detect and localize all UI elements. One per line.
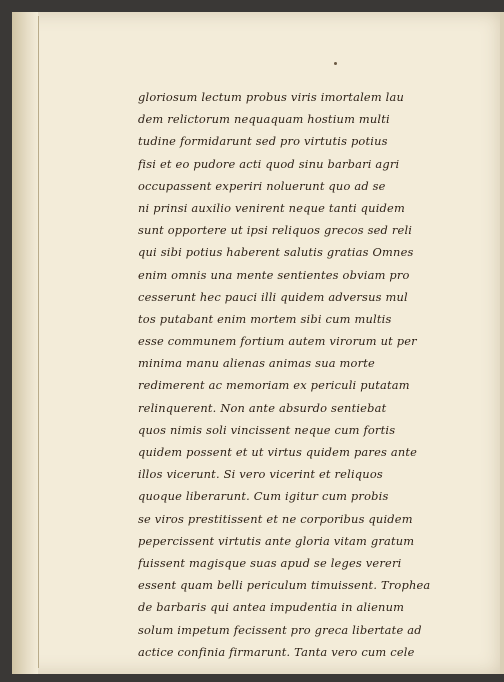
text-line: minima manu alienas animas sua morte	[138, 356, 375, 371]
text-line: quoque liberarunt. Cum igitur cum probis	[138, 489, 389, 504]
text-line: dem relictorum nequaquam hostium multi	[138, 112, 390, 127]
text-line: tos putabant enim mortem sibi cum multis	[138, 311, 392, 326]
text-line: occupassent experiri noluerunt quo ad se	[138, 178, 386, 193]
text-line: fuissent magisque suas apud se leges vereri	[138, 555, 402, 570]
text-line: illos vicerunt. Si vero vicerint et reliquos	[138, 467, 383, 482]
text-line: quidem possent et ut virtus quidem pares ante	[138, 445, 418, 459]
text-line: de barbaris qui antea impudentia in alienum	[138, 600, 405, 615]
text-line: fisi et eo pudore acti quod sinu barbari agri	[138, 156, 400, 171]
binding-fold-line	[38, 16, 39, 668]
text-line: qui sibi potius haberent salutis gratias Omnes	[138, 245, 414, 260]
text-line: relinquerent. Non ante absurdo sentiebat	[138, 400, 387, 415]
page-right-edge	[500, 12, 504, 674]
binding-edge	[12, 12, 38, 674]
text-line: cesserunt hec pauci illi quidem adversus mul	[138, 289, 408, 304]
text-line: esse communem fortium autem virorum ut per	[138, 334, 417, 349]
text-line: quos nimis soli vincissent neque cum fortis	[138, 422, 396, 437]
text-line: gloriosum lectum probus viris imortalem lau	[138, 90, 405, 104]
text-line: sunt opportere ut ipsi reliquos grecos sed reli	[138, 223, 413, 238]
text-line: enim omnis una mente sentientes obviam pro	[138, 267, 410, 282]
manuscript-text-block	[138, 86, 438, 663]
text-line: actice confinia firmarunt. Tanta vero cum cele	[138, 644, 415, 659]
text-line: redimerent ac memoriam ex periculi putatam	[138, 378, 410, 393]
text-line: solum impetum fecissent pro greca libertate ad	[138, 622, 422, 637]
ink-mark	[334, 62, 337, 65]
text-line: pepercissent virtutis ante gloria vitam gratum	[138, 533, 415, 548]
text-line: tudine formidarunt sed pro virtutis potius	[138, 134, 388, 149]
text-line: essent quam belli periculum timuissent. Trophea	[138, 578, 431, 593]
text-line: ni prinsi auxilio venirent neque tanti quidem	[138, 200, 405, 215]
text-line: se viros prestitissent et ne corporibus quidem	[138, 511, 413, 526]
